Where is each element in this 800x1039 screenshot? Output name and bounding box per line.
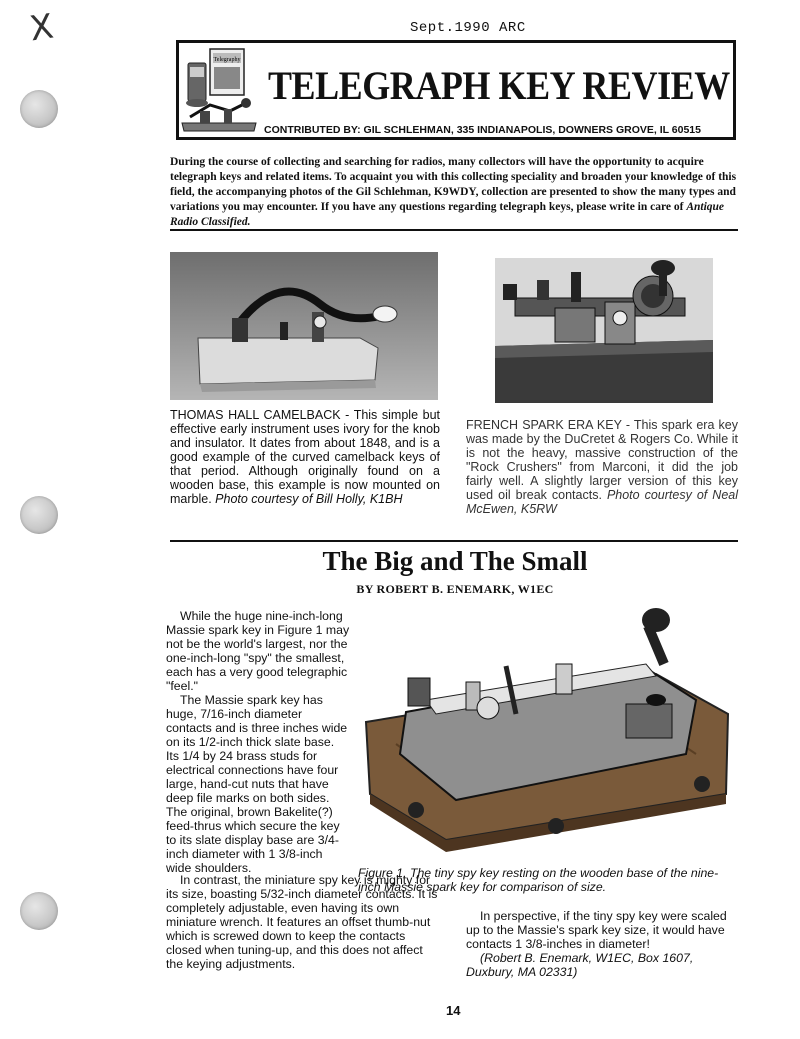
article-title: The Big and The Small <box>322 546 588 576</box>
figure-1-caption: Figure 1. The tiny spy key resting on the wooden base of the nine-inch Massie spark key for comparison of size. <box>358 866 719 894</box>
intro-text: During the course of collecting and searching for radios, many collectors will have the opportunity to acquire telegraph keys and related items. To acquaint you with this collecting speciality and broaden your knowledge of this field, the accompanying photos of the Gil Schlehman, K9WDY, collection are presented to show the many types and variations you may encounter. If you have any questions regarding telegraph keys, please write in care of <box>170 156 737 213</box>
intro-paragraph <box>170 155 742 230</box>
margin-mark: X <box>27 6 56 50</box>
article-paragraph-2: The Massie spark key has huge, 7/16-inch diameter contacts and is three inches wide on its 1/2-inch thick slate base. Its 1/4 by 24 brass studs for electrical connections have four large, hand-cut nuts that have deep file marks on both sides. The original, brown Bakelite(?) feed-thrus which secure the key to its slate display base are 3/4-inch diameter with 1 3/8-inch wide shoulders. <box>166 693 348 875</box>
banner-artwork <box>180 45 258 135</box>
contributor-credit: CONTRIBUTED BY: GIL SCHLEHMAN, 335 INDIANAPOLIS, DOWNERS GROVE, IL 60515 <box>264 124 701 136</box>
article-paragraph-1: While the huge nine-inch-long Massie spark key in Figure 1 may not be the world's largest, nor the one-inch-long "spy" the smallest, each has a very good telegraphic "feel." <box>166 609 350 693</box>
caption-camelback-text: THOMAS HALL CAMELBACK - This simple but effective early instrument uses ivory for the knob and insulator. It dates from about 1848, and is a good example of the curved camelback keys of that period. Although originally found on a wooden base, this example is now mounted on marble. <box>170 408 440 506</box>
caption-french-spark-text: FRENCH SPARK ERA KEY - This spark era key was made by the DuCretet & Rogers Co. While it is not the heavy, massive construction of the "Rock Crushers" from Marconi, it did the job fairly well. A slightly larger version of this key used oil break contacts. <box>466 418 738 502</box>
caption-camelback <box>170 408 440 506</box>
photo-french-spark-key <box>495 258 713 403</box>
binder-hole-top <box>20 90 58 128</box>
caption-french-spark <box>466 418 738 516</box>
figure-1-massie-key <box>356 604 740 862</box>
article-signature: (Robert B. Enemark, W1EC, Box 1607, Duxbury, MA 02331) <box>466 951 694 979</box>
column-title: TELEGRAPH KEY REVIEW <box>268 63 730 108</box>
article-paragraph-3: In contrast, the miniature spy key is mighty for its size, boasting 5/32-inch diameter contacts. It is completely adjustable, even having its own miniature wrench. It features an offset thumb-nut which is screwed down to keep the contacts closed when tuning-up, and this does not affect the keying adjustments. <box>166 873 438 971</box>
issue-header: Sept.1990 ARC <box>410 20 526 36</box>
photo-camelback-key <box>170 252 438 400</box>
intro-publication: Antique Radio Classified. <box>170 201 725 228</box>
article-paragraph-4: In perspective, if the tiny spy key were scaled up to the Massie's spark key size, it would have contacts 1 3/8-inches in diameter! <box>466 909 727 951</box>
intro-rule <box>170 229 738 231</box>
section-rule <box>170 540 738 542</box>
article-left-column <box>166 609 350 875</box>
binder-hole-middle <box>20 496 58 534</box>
page-number: 14 <box>446 1003 461 1018</box>
article-right-column <box>466 909 740 979</box>
article-paragraph-3-block <box>166 873 442 971</box>
caption-french-spark-credit: Photo courtesy of Neal McEwen, K5RW <box>466 488 738 516</box>
caption-camelback-credit: Photo courtesy of Bill Holly, K1BH <box>215 492 403 506</box>
article-byline: BY ROBERT B. ENEMARK, W1EC <box>356 582 554 596</box>
binder-hole-bottom <box>20 892 58 930</box>
artwork-book-label: Telegraphy <box>213 57 241 63</box>
